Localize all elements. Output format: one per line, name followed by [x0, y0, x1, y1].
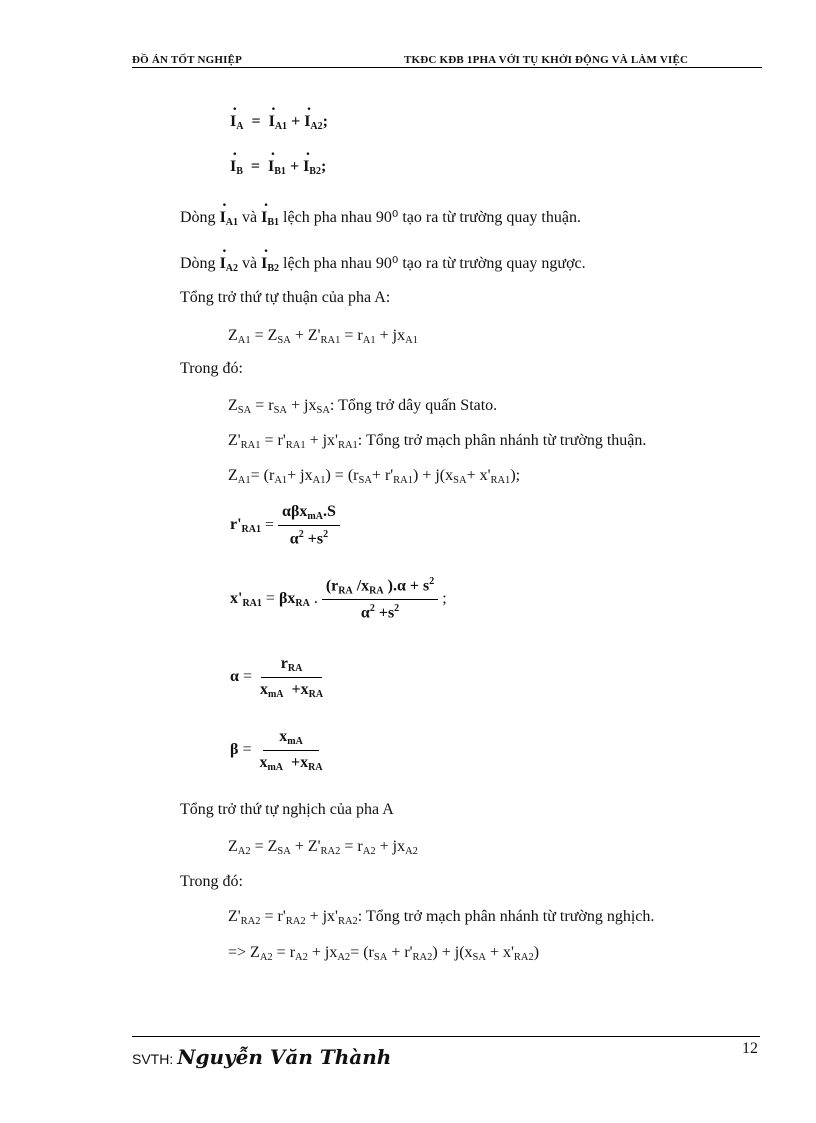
footer-rule [132, 1036, 760, 1037]
svth-label: SVTH: [132, 1051, 174, 1067]
eq-ib: · $I_B$ = · $I_{B1}$ + · $I_{B2}$; [230, 158, 326, 177]
author-signature: Nguyễn Văn Thành [177, 1045, 392, 1069]
trong-do-1: Trong đó: [180, 360, 243, 377]
eq-ia: · $I_A$ = · $I_{A1}$ + · $I_{A2}$; [230, 113, 328, 132]
zra1-desc: : Tổng trở mạch phân nhánh từ trường thuận. [357, 432, 647, 449]
fraction: $\frac{r_{RA}}{x_{mA} +x_{RA}}$ [259, 655, 324, 700]
fraction: $\frac{\alpha\beta x_{mA}.S}{\alpha^2 +s^2}$ [278, 503, 340, 548]
trong-do-2: Trong đó: [180, 873, 243, 890]
eq-alpha: α = $\frac{r_{RA}}{x_{mA} +x_{RA}}$ [230, 655, 327, 700]
eq-zra2: $Z'_{RA2} = r'_{RA2} + jx'_{RA2}$: Tổng trở mạch phân nhánh từ trường nghịch. [228, 908, 655, 927]
eq-za2-expanded: => $Z_{A2} = r_{A2} + jx_{A2}= (r_{SA} + r'_{RA2}) + j(x_{SA} + x'_{RA2})$ [228, 944, 540, 963]
header-rule [132, 67, 762, 68]
zsa-desc: : Tổng trở dây quấn Stato. [329, 397, 498, 414]
tong-tro-thuan-heading: Tổng trở thứ tự thuận của pha A: [180, 289, 391, 306]
page-number: 12 [742, 1040, 758, 1057]
footer-svth [132, 1045, 391, 1069]
text-va: và [242, 255, 258, 272]
eq-zsa: $Z_{SA} = r_{SA} + jx_{SA}$: Tổng trở dây quấn Stato. [228, 397, 498, 416]
header-right: TKĐC KĐB 1PHA VỚI TỤ KHỞI ĐỘNG VÀ LÀM VIỆC [404, 54, 689, 66]
eq-r-ra1: $r'_{RA1}$ = $\frac{\alpha\beta x_{mA}.S}{\alpha^2 +s^2}$ [230, 503, 340, 548]
dong-nguoc-line: Dòng · $I_{A2}$ và · $I_{B2}$ lệch pha nhau 90⁰ tạo ra từ trường quay ngược. [180, 253, 586, 274]
eq-x-ra1: $x'_{RA1} = \beta x_{RA}$ . $\frac{(r_{RA} /x_{RA} ).\alpha + s^2}{\alpha^2 +s^2}$ ; [230, 576, 447, 622]
eq-za1-expanded: $Z_{A1}= (r_{A1}+ jx_{A1}) = (r_{SA}+ r'_{RA1}) + j(x_{SA}+ x'_{RA1})$; [228, 467, 521, 486]
eq-beta: β = $\frac{x_{mA}}{x_{mA} +x_{RA}}$ [230, 728, 327, 773]
dong-thuan-line: Dòng · $I_{A1}$ và · $I_{B1}$ lệch pha nhau 90⁰ tạo ra từ trường quay thuận. [180, 207, 581, 228]
text-lech-pha-thuan: lệch pha nhau 90⁰ tạo ra từ trường quay thuận. [283, 209, 581, 226]
fraction: $\frac{(r_{RA} /x_{RA} ).\alpha + s^2}{\alpha^2 +s^2}$ [322, 576, 438, 623]
eq-za1: $Z_{A1} = Z_{SA} + Z'_{RA1} = r_{A1} + jx_{A1}$ [228, 327, 418, 346]
header-left: ĐỒ ÁN TỐT NGHIỆP [132, 54, 243, 66]
zra2-desc: : Tổng trở mạch phân nhánh từ trường nghịch. [357, 908, 655, 925]
eq-zra1: $Z'_{RA1} = r'_{RA1} + jx'_{RA1}$: Tổng trở mạch phân nhánh từ trường thuận. [228, 432, 647, 451]
text-dong: Dòng [180, 255, 216, 272]
text-dong: Dòng [180, 209, 216, 226]
eq-za2: $Z_{A2} = Z_{SA} + Z'_{RA2} = r_{A2} + jx_{A2}$ [228, 838, 418, 857]
text-lech-pha-nguoc: lệch pha nhau 90⁰ tạo ra từ trường quay ngược. [283, 255, 586, 272]
text-va: và [242, 209, 258, 226]
tong-tro-nghich-heading: Tổng trở thứ tự nghịch của pha A [180, 801, 394, 818]
fraction: $\frac{x_{mA}}{x_{mA} +x_{RA}}$ [259, 728, 323, 773]
